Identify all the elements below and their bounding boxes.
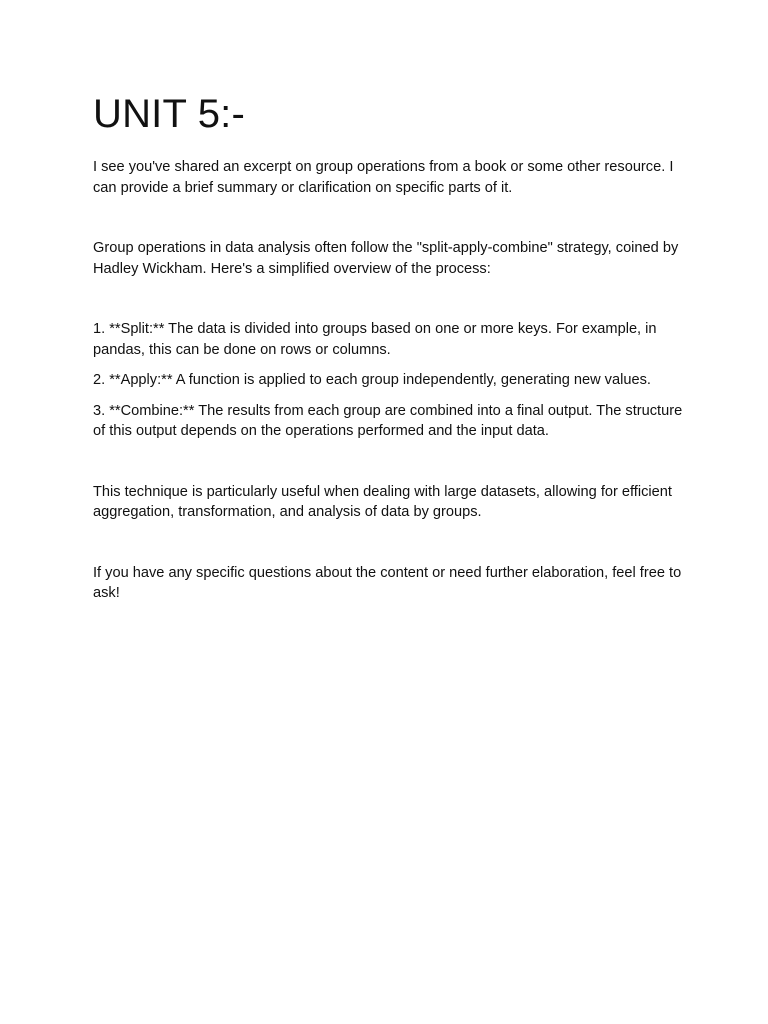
closing-paragraph: If you have any specific questions about the content or need further elaboration, feel free to ask! bbox=[93, 564, 682, 601]
step-apply-paragraph: 2. **Apply:** A function is applied to each group independently, generating new values. bbox=[93, 372, 651, 388]
document-page bbox=[93, 90, 683, 604]
strategy-paragraph: Group operations in data analysis often follow the "split-apply-combine" strategy, coined by Hadley Wickham. Here's a simplified overview of the process: bbox=[93, 240, 679, 277]
step-split-paragraph: 1. **Split:** The data is divided into groups based on one or more keys. For example, in pandas, this can be done on rows or columns. bbox=[93, 321, 657, 358]
usefulness-paragraph: This technique is particularly useful when dealing with large datasets, allowing for efficient aggregation, transformation, and analysis of data by groups. bbox=[93, 483, 672, 520]
page-title: UNIT 5:- bbox=[93, 92, 245, 136]
intro-paragraph: I see you've shared an excerpt on group operations from a book or some other resource. I can provide a brief summary or clarification on specific parts of it. bbox=[93, 159, 674, 196]
step-combine-paragraph: 3. **Combine:** The results from each group are combined into a final output. The structure of this output depends on the operations performed and the input data. bbox=[93, 402, 683, 439]
